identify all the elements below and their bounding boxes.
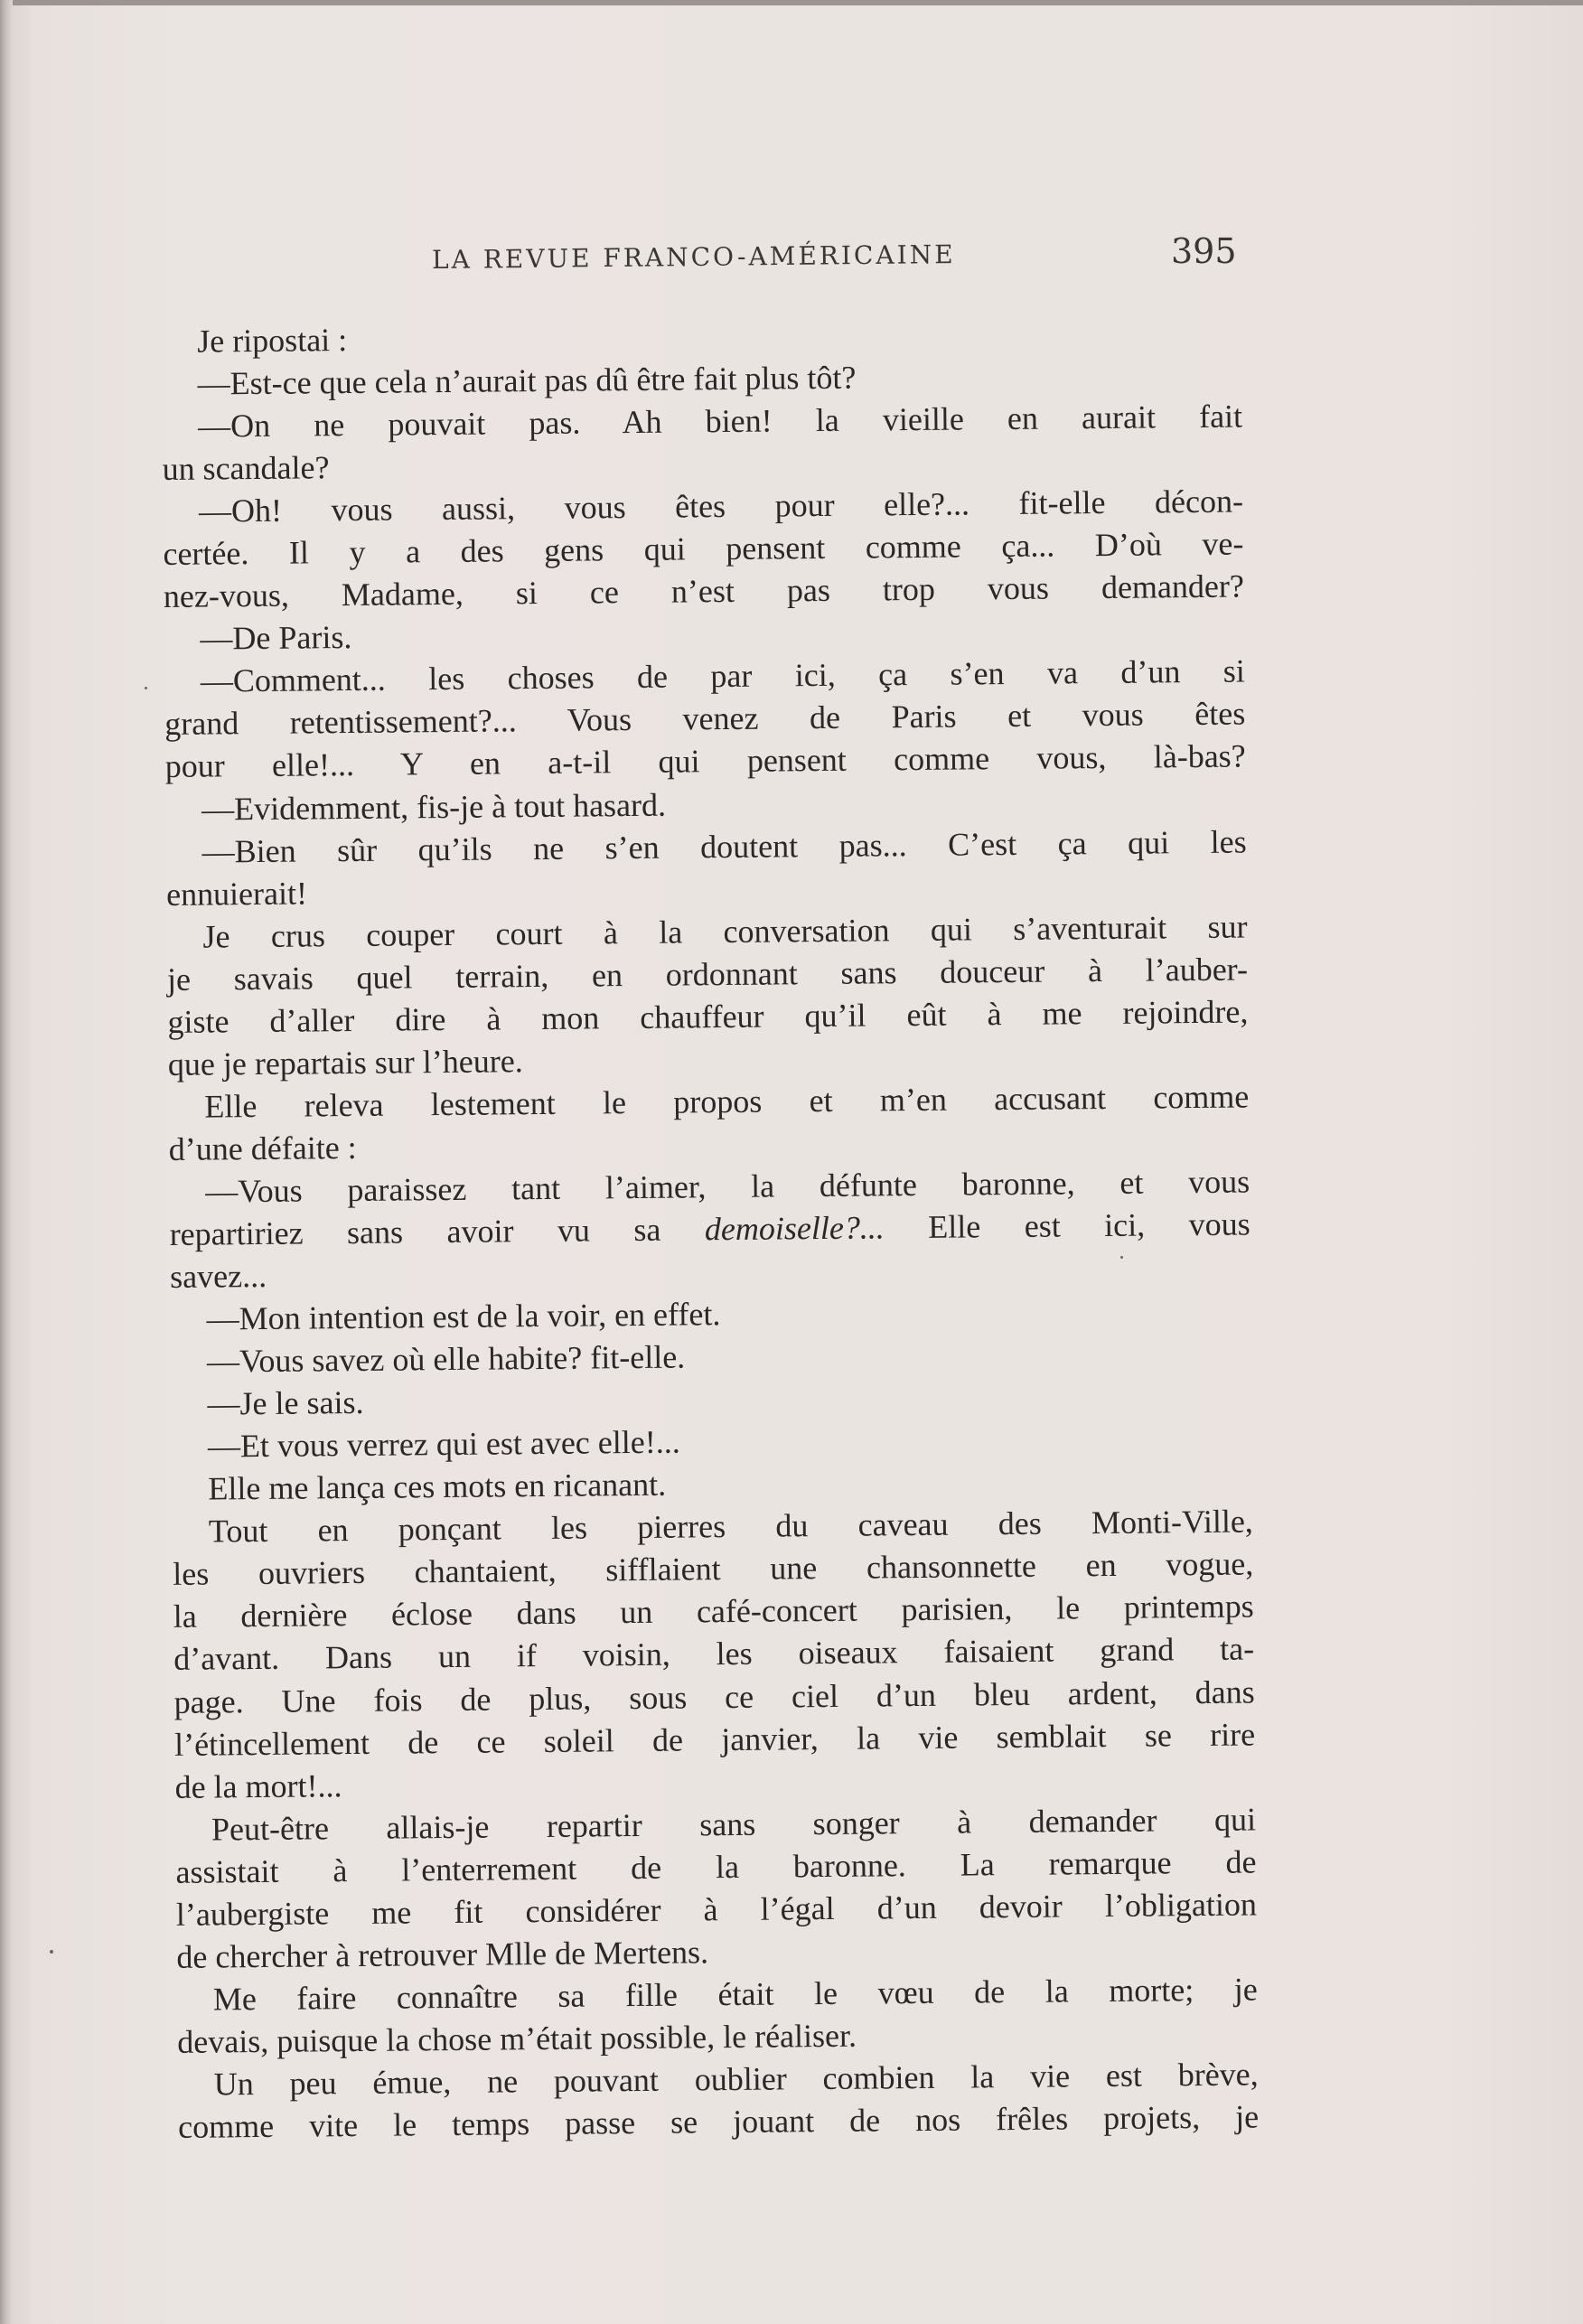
paper-speck [1120, 1256, 1123, 1259]
text-line: —Vous paraissez tant l’aimer, la défunte baronne, et vous [205, 1163, 1250, 1210]
text-run: Elle est ici, vous [884, 1205, 1250, 1246]
text-line: d’une défaite : [168, 1129, 357, 1167]
text-run: repartiriez sans avoir vu sa [169, 1211, 706, 1252]
text-line: Je crus couper court à la conversation qui s’aventurait sur [202, 908, 1248, 955]
text-line: —Est-ce que cela n’aurait pas dû être fait plus tôt? [197, 359, 857, 402]
text-line: Un peu émue, ne pouvant oublier combien la vie est brève, [213, 2056, 1259, 2103]
text-line: Me faire connaître sa fille était le vœu de la morte; je [212, 1971, 1258, 2018]
text-line: certée. Il y a des gens qui pensent comme ça... D’où ve- [163, 525, 1244, 573]
body-text [161, 311, 1259, 2149]
text-line: Tout en ponçant les pierres du caveau des Monti-Ville, [208, 1503, 1254, 1550]
text-line: Je ripostai : [197, 322, 348, 360]
text-line: les ouvriers chantaient, sifflaient une chansonnette en vogue, [173, 1545, 1254, 1593]
text-line: de la mort!... [174, 1766, 342, 1805]
text-line: je savais quel terrain, en ordonnant sans douceur à l’auber- [166, 951, 1249, 998]
text-line: Peut-être allais-je repartir sans songer à demander qui [211, 1801, 1257, 1848]
text-line: page. Une fois de plus, sous ce ciel d’un bleu ardent, dans [173, 1673, 1255, 1720]
text-line: la dernière éclose dans un café-concert parisien, le printemps [173, 1588, 1254, 1635]
running-title: LA REVUE FRANCO-AMÉRICAINE [431, 239, 956, 276]
text-line: de chercher à retrouver Mlle de Mertens. [176, 1934, 709, 1975]
text-line: —De Paris. [200, 619, 352, 657]
page-number: 395 [1171, 231, 1237, 271]
text-line: Elle me lança ces mots en ricanant. [208, 1466, 667, 1507]
text-line: —Oh! vous aussi, vous êtes pour elle?... fit-elle décon- [198, 483, 1244, 529]
page-top-edge [0, 0, 1583, 5]
text-line: —On ne pouvait pas. Ah bien! la vieille en aurait fait [197, 398, 1243, 445]
text-line: pour elle!... Y en a-t-il qui pensent comme vous, là-bas? [164, 737, 1246, 785]
text-line: nez-vous, Madame, si ce n’est pas trop vous demander? [163, 567, 1245, 615]
paper-speck [145, 687, 147, 689]
text-line: un scandale? [162, 449, 330, 488]
text-line: grand retentissement?... Vous venez de Paris et vous êtes [164, 695, 1246, 743]
text-line: —Je le sais. [207, 1384, 364, 1422]
text-line: —Et vous verrez qui est avec elle!... [207, 1423, 680, 1465]
page-header [161, 231, 1245, 286]
text-line: l’aubergiste me fit considérer à l’égal d’un devoir l’obligation [175, 1886, 1258, 1933]
paper-speck [50, 1950, 53, 1954]
text-line: —Bien sûr qu’ils ne s’en doutent pas... C’est ça qui les [201, 823, 1247, 870]
text-line: comme vite le temps passe se jouant de nos frêles projets, je [177, 2098, 1260, 2145]
page-binding-edge [0, 0, 13, 2324]
text-line: giste d’aller dire à mon chauffeur qu’il eût à me rejoindre, [167, 993, 1249, 1040]
text-line: l’étincellement de ce soleil de janvier, la vie semblait se rire [173, 1715, 1256, 1763]
text-line: assistait à l’enterrement de la baronne. La remarque de [175, 1843, 1257, 1890]
text-line: savez... [169, 1257, 267, 1295]
text-line: —Comment... les choses de par ici, ça s’en va d’un si [200, 652, 1245, 699]
text-line: Elle releva lestement le propos et m’en accusant comme [204, 1078, 1250, 1125]
text-line: —Mon intention est de la voir, en effet. [206, 1296, 721, 1337]
text-line: devais, puisque la chose m’était possible, le réaliser. [177, 2017, 857, 2060]
text-line: d’avant. Dans un if voisin, les oiseaux faisaient grand ta- [173, 1630, 1255, 1678]
text-line: ennuierait! [165, 875, 308, 913]
italic-text-run: demoiselle?... [704, 1209, 885, 1248]
text-line: que je repartais sur l’heure. [167, 1042, 523, 1082]
text-line: —Evidemment, fis-je à tout hasard. [201, 786, 667, 828]
text-line: —Vous savez où elle habite? fit-elle. [206, 1338, 686, 1380]
